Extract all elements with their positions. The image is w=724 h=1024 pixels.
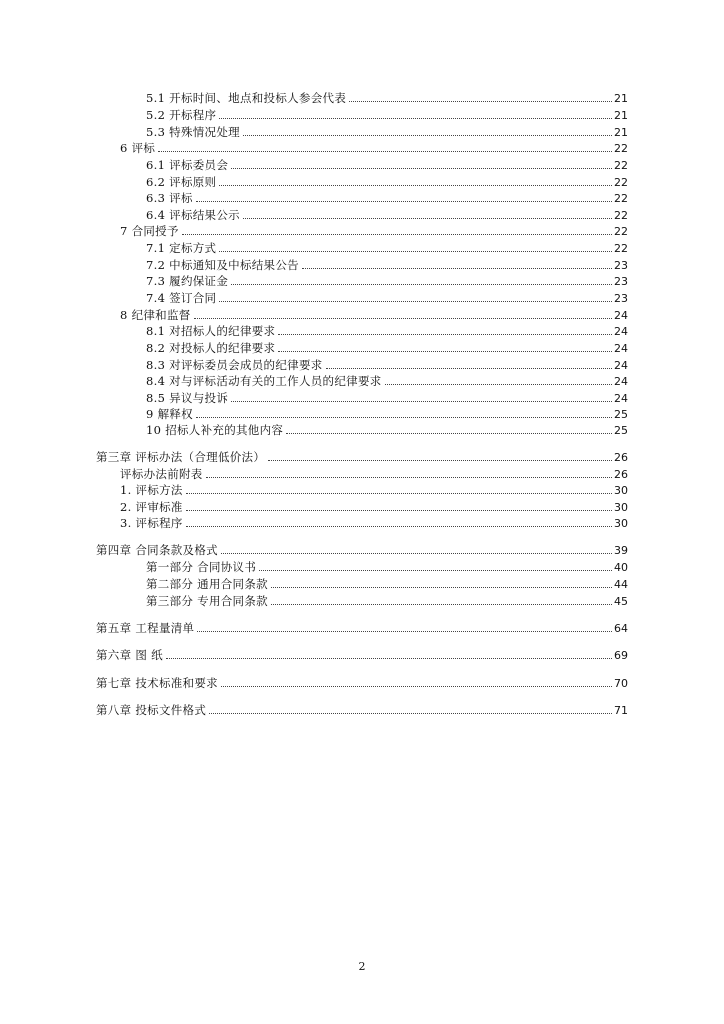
toc-entry[interactable] xyxy=(146,371,628,388)
toc-entry-title: 6 评标 xyxy=(120,141,156,155)
toc-entry-title: 7.3 履约保证金 xyxy=(146,274,229,288)
toc-entry-title: 7.2 中标通知及中标结果公告 xyxy=(146,258,299,272)
toc-entry-title: 6.1 评标委员会 xyxy=(146,158,229,172)
toc-entry-title: 第四章 合同条款及格式 xyxy=(96,543,218,557)
toc-entry-title: 第六章 图 纸 xyxy=(96,648,163,662)
toc-chapter[interactable] xyxy=(96,618,628,635)
toc-entry[interactable] xyxy=(146,271,628,288)
toc-entry[interactable] xyxy=(146,388,628,405)
toc-entry-title: 第一部分 合同协议书 xyxy=(146,560,257,574)
toc-entry-page: 23 xyxy=(614,292,628,305)
toc-entry-page: 24 xyxy=(614,309,628,322)
toc-entry[interactable] xyxy=(146,591,628,608)
toc-chapter[interactable] xyxy=(96,673,628,690)
toc-entry-page: 22 xyxy=(614,142,628,155)
toc-entry-title: 第七章 技术标准和要求 xyxy=(96,676,218,690)
toc-entry-page: 71 xyxy=(614,704,628,717)
toc-entry-page: 30 xyxy=(614,501,628,514)
toc-entry[interactable] xyxy=(120,305,628,322)
toc-entry-page: 22 xyxy=(614,176,628,189)
toc-entry-page: 22 xyxy=(614,159,628,172)
toc-entry-page: 26 xyxy=(614,451,628,464)
toc-entry-title: 8.3 对评标委员会成员的纪律要求 xyxy=(146,358,323,372)
toc-entry-title: 9 解释权 xyxy=(146,407,193,421)
toc-entry-title: 第三章 评标办法（合理低价法） xyxy=(96,450,266,464)
toc-entry-page: 24 xyxy=(614,342,628,355)
toc-entry-title: 第三部分 专用合同条款 xyxy=(146,594,268,608)
toc-leader xyxy=(219,301,612,302)
toc-entry-page: 25 xyxy=(614,408,628,421)
toc-entry[interactable] xyxy=(146,574,628,591)
toc-leader xyxy=(219,118,612,119)
toc-entry-page: 22 xyxy=(614,192,628,205)
toc-entry-page: 24 xyxy=(614,325,628,338)
toc-leader xyxy=(194,318,612,319)
toc-entry-title: 6.2 评标原则 xyxy=(146,175,217,189)
toc-entry[interactable] xyxy=(146,172,628,189)
toc-entry-page: 22 xyxy=(614,242,628,255)
toc-leader xyxy=(278,351,612,352)
toc-leader xyxy=(268,460,612,461)
toc-leader xyxy=(186,510,612,511)
toc-entry[interactable] xyxy=(146,338,628,355)
toc-chapter[interactable] xyxy=(96,700,628,717)
toc-entry-title: 6.4 评标结果公示 xyxy=(146,208,240,222)
toc-leader xyxy=(221,686,612,687)
toc-leader xyxy=(259,570,612,571)
toc-entry[interactable] xyxy=(146,404,628,421)
toc-entry[interactable] xyxy=(120,497,628,514)
toc-entry-page: 24 xyxy=(614,359,628,372)
toc-leader xyxy=(231,168,612,169)
toc-entry-page: 23 xyxy=(614,259,628,272)
toc-entry[interactable] xyxy=(146,420,628,437)
toc-leader xyxy=(182,234,612,235)
toc-entry-page: 40 xyxy=(614,561,628,574)
toc-entry-page: 21 xyxy=(614,126,628,139)
toc-leader xyxy=(209,713,612,714)
toc-entry[interactable] xyxy=(146,238,628,255)
toc-entry[interactable] xyxy=(120,138,628,155)
toc-leader xyxy=(206,477,612,478)
toc-entry-title: 8.2 对投标人的纪律要求 xyxy=(146,341,276,355)
toc-entry-page: 30 xyxy=(614,517,628,530)
toc-entry-title: 5.2 开标程序 xyxy=(146,108,217,122)
toc-entry-title: 评标办法前附表 xyxy=(120,467,203,481)
toc-chapter[interactable] xyxy=(96,447,628,464)
toc-entry[interactable] xyxy=(146,105,628,122)
toc-entry[interactable] xyxy=(146,155,628,172)
toc-entry-page: 22 xyxy=(614,209,628,222)
toc-entry-title: 7.1 定标方式 xyxy=(146,241,217,255)
toc-leader xyxy=(231,401,612,402)
toc-entry-title: 3. 评标程序 xyxy=(120,516,183,530)
toc-leader xyxy=(243,135,612,136)
toc-leader xyxy=(302,268,612,269)
toc-leader xyxy=(271,604,612,605)
toc-entry-page: 44 xyxy=(614,578,628,591)
toc-entry[interactable] xyxy=(120,464,628,481)
toc-entry-title: 5.3 特殊情况处理 xyxy=(146,125,240,139)
toc-entry[interactable] xyxy=(146,288,628,305)
toc-chapter[interactable] xyxy=(96,645,628,662)
toc-entry-page: 25 xyxy=(614,424,628,437)
toc-entry-page: 30 xyxy=(614,484,628,497)
toc-entry-title: 第八章 投标文件格式 xyxy=(96,703,207,717)
toc-leader xyxy=(219,251,612,252)
toc-leader xyxy=(186,526,612,527)
toc-entry-page: 64 xyxy=(614,622,628,635)
toc-entry[interactable] xyxy=(146,355,628,372)
toc-leader xyxy=(278,334,612,335)
toc-entry[interactable] xyxy=(146,205,628,222)
toc-entry-title: 第五章 工程量清单 xyxy=(96,621,195,635)
toc-entry-title: 8.4 对与评标活动有关的工作人员的纪律要求 xyxy=(146,374,382,388)
toc-leader xyxy=(349,101,612,102)
toc-entry-page: 39 xyxy=(614,544,628,557)
toc-entry-page: 21 xyxy=(614,92,628,105)
toc-entry-page: 70 xyxy=(614,677,628,690)
toc-entry-page: 21 xyxy=(614,109,628,122)
toc-entry[interactable] xyxy=(120,513,628,530)
toc-leader xyxy=(385,384,612,385)
toc-leader xyxy=(231,284,612,285)
toc-entry[interactable] xyxy=(146,321,628,338)
toc-entry-title: 2. 评审标准 xyxy=(120,500,183,514)
toc-entry[interactable] xyxy=(146,188,628,205)
toc-entry[interactable] xyxy=(120,221,628,238)
toc-entry-page: 24 xyxy=(614,392,628,405)
toc-entry-title: 7 合同授予 xyxy=(120,224,179,238)
page-number: 2 xyxy=(358,960,366,973)
toc-entry-page: 45 xyxy=(614,595,628,608)
toc-leader xyxy=(197,631,612,632)
toc-entry[interactable] xyxy=(146,122,628,139)
toc-entry-title: 8.5 异议与投诉 xyxy=(146,391,229,405)
toc-entry-page: 26 xyxy=(614,468,628,481)
toc-entry-title: 8 纪律和监督 xyxy=(120,308,191,322)
toc-entry[interactable] xyxy=(146,88,628,105)
toc-leader xyxy=(196,201,612,202)
toc-chapter[interactable] xyxy=(96,540,628,557)
toc-leader xyxy=(271,587,612,588)
toc-entry-title: 7.4 签订合同 xyxy=(146,291,217,305)
toc-entry-title: 8.1 对招标人的纪律要求 xyxy=(146,324,276,338)
toc-entry-title: 6.3 评标 xyxy=(146,191,193,205)
toc-entry-page: 23 xyxy=(614,275,628,288)
toc-entry-title: 1. 评标方法 xyxy=(120,483,183,497)
toc-entry[interactable] xyxy=(146,255,628,272)
toc-entry-page: 24 xyxy=(614,375,628,388)
toc-leader xyxy=(196,417,612,418)
toc-leader xyxy=(326,368,612,369)
toc-entry-page: 69 xyxy=(614,649,628,662)
toc-leader xyxy=(166,658,612,659)
toc-leader xyxy=(243,218,612,219)
toc-entry-title: 5.1 开标时间、地点和投标人参会代表 xyxy=(146,91,347,105)
toc-entry[interactable] xyxy=(146,557,628,574)
toc-entry-page: 22 xyxy=(614,225,628,238)
toc-leader xyxy=(186,493,612,494)
toc-entry[interactable] xyxy=(120,480,628,497)
toc-leader xyxy=(219,185,612,186)
toc-leader xyxy=(286,433,612,434)
toc-leader xyxy=(158,151,612,152)
toc-entry-title: 10 招标人补充的其他内容 xyxy=(146,423,284,437)
toc-leader xyxy=(221,553,612,554)
toc-entry-title: 第二部分 通用合同条款 xyxy=(146,577,268,591)
